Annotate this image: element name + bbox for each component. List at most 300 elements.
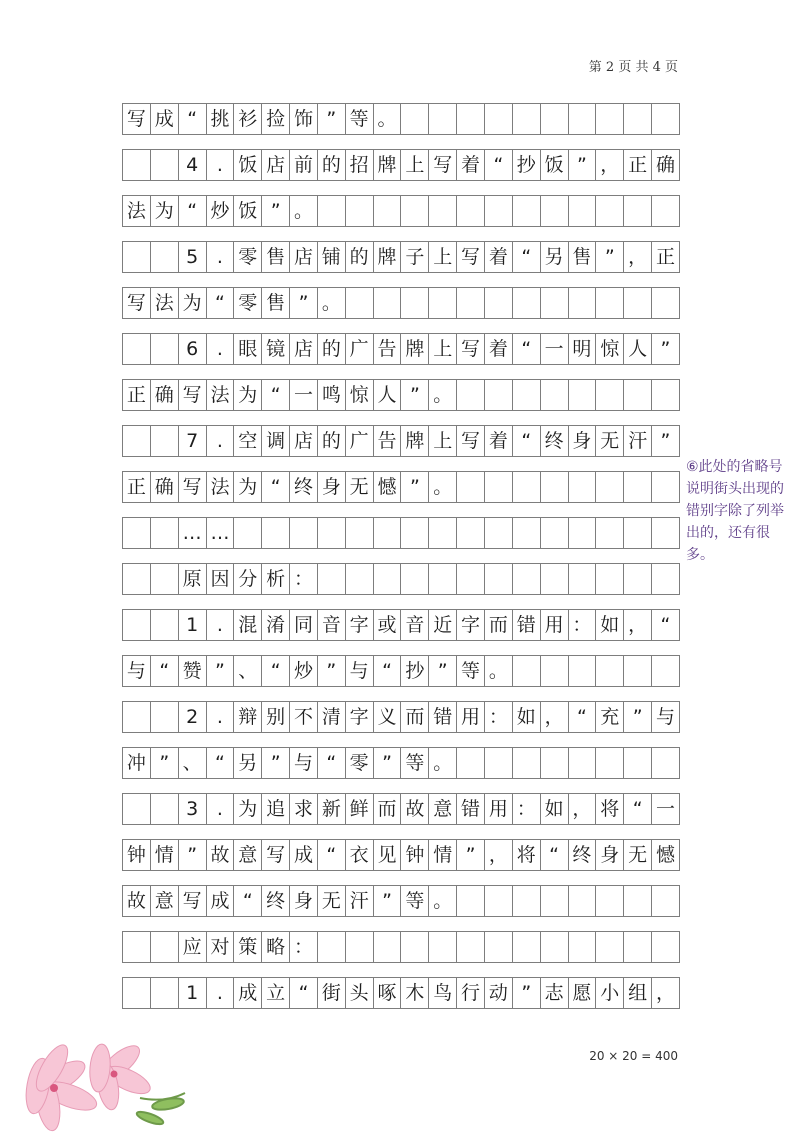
grid-cell: 故	[123, 885, 151, 917]
grid-row	[122, 241, 680, 273]
grid-cell: …	[207, 517, 235, 549]
grid-cell	[485, 517, 513, 549]
grid-cell: “	[179, 103, 207, 135]
grid-cell: 清	[318, 701, 346, 733]
grid-cell	[485, 471, 513, 503]
grid-cell: 牌	[401, 425, 429, 457]
grid-cell: 为	[234, 793, 262, 825]
grid-cell: 钟	[401, 839, 429, 871]
grid-cell: 对	[207, 931, 235, 963]
grid-cell	[429, 195, 457, 227]
grid-cell	[541, 931, 569, 963]
grid-cell	[151, 931, 179, 963]
grid-cell: 售	[569, 241, 597, 273]
grid-cell: “	[374, 655, 402, 687]
grid-cell	[624, 517, 652, 549]
grid-cell	[346, 195, 374, 227]
grid-cell: 人	[374, 379, 402, 411]
grid-cell: 牌	[374, 241, 402, 273]
grid-cell	[151, 793, 179, 825]
grid-cell	[652, 747, 680, 779]
grid-cell: 告	[374, 425, 402, 457]
grid-cell: ：	[290, 563, 318, 595]
grid-cell	[151, 333, 179, 365]
grid-cell: 动	[485, 977, 513, 1009]
grid-cell: 为	[151, 195, 179, 227]
grid-cell: ”	[290, 287, 318, 319]
grid-cell	[401, 931, 429, 963]
grid-cell: ，	[569, 793, 597, 825]
grid-cell: ，	[624, 241, 652, 273]
grid-cell: 应	[179, 931, 207, 963]
grid-cell: 愿	[569, 977, 597, 1009]
grid-cell	[151, 241, 179, 273]
grid-cell	[151, 563, 179, 595]
grid-cell	[541, 471, 569, 503]
grid-cell	[569, 747, 597, 779]
grid-cell: ”	[596, 241, 624, 273]
grid-cell	[569, 287, 597, 319]
grid-cell: 空	[234, 425, 262, 457]
grid-cell: 将	[596, 793, 624, 825]
grid-cell	[596, 563, 624, 595]
grid-cell	[123, 425, 151, 457]
grid-cell	[541, 563, 569, 595]
grid-cell: “	[290, 977, 318, 1009]
grid-cell: ”	[401, 379, 429, 411]
grid-cell: .	[207, 241, 235, 273]
grid-cell	[485, 747, 513, 779]
grid-cell	[652, 517, 680, 549]
grid-cell: 店	[290, 333, 318, 365]
grid-cell	[624, 931, 652, 963]
grid-cell	[346, 517, 374, 549]
grid-cell	[151, 701, 179, 733]
grid-cell	[123, 517, 151, 549]
grid-cell: 略	[262, 931, 290, 963]
grid-cell	[485, 885, 513, 917]
grid-cell: 成	[234, 977, 262, 1009]
grid-cell	[596, 103, 624, 135]
grid-cell	[569, 517, 597, 549]
grid-cell	[429, 563, 457, 595]
grid-cell: 店	[290, 241, 318, 273]
grid-cell: 的	[346, 241, 374, 273]
grid-cell: 鸣	[318, 379, 346, 411]
grid-cell: “	[652, 609, 680, 641]
grid-cell: 同	[290, 609, 318, 641]
grid-cell	[457, 885, 485, 917]
grid-cell: 无	[346, 471, 374, 503]
grid-cell: 炒	[207, 195, 235, 227]
grid-cell: “	[318, 747, 346, 779]
grid-cell: 1	[179, 609, 207, 641]
grid-row	[122, 425, 680, 457]
grid-cell: “	[234, 885, 262, 917]
grid-cell	[624, 103, 652, 135]
grid-cell	[513, 655, 541, 687]
grid-cell: 求	[290, 793, 318, 825]
grid-cell: 法	[123, 195, 151, 227]
grid-cell	[596, 655, 624, 687]
grid-cell: ，	[596, 149, 624, 181]
grid-cell	[596, 747, 624, 779]
grid-cell: .	[207, 977, 235, 1009]
grid-row	[122, 701, 680, 733]
grid-cell	[513, 517, 541, 549]
grid-cell	[624, 195, 652, 227]
grid-cell	[374, 931, 402, 963]
grid-cell	[151, 609, 179, 641]
grid-cell: 淆	[262, 609, 290, 641]
grid-cell: 写	[179, 885, 207, 917]
grid-cell: 店	[290, 425, 318, 457]
grid-cell: 写	[123, 287, 151, 319]
grid-cell: 。	[374, 103, 402, 135]
grid-cell	[457, 287, 485, 319]
grid-cell: 牌	[401, 333, 429, 365]
grid-cell	[513, 747, 541, 779]
grid-cell: 情	[151, 839, 179, 871]
grid-cell: 写	[123, 103, 151, 135]
grid-cell: 写	[179, 379, 207, 411]
grid-cell	[151, 977, 179, 1009]
grid-cell: 身	[318, 471, 346, 503]
grid-cell	[318, 517, 346, 549]
grid-cell	[151, 149, 179, 181]
grid-cell: 。	[290, 195, 318, 227]
grid-cell: 上	[429, 425, 457, 457]
grid-cell	[596, 287, 624, 319]
grid-cell: 饭	[541, 149, 569, 181]
grid-cell	[485, 287, 513, 319]
grid-cell: 等	[401, 885, 429, 917]
grid-row	[122, 471, 680, 503]
grid-cell: 等	[457, 655, 485, 687]
grid-cell	[541, 103, 569, 135]
grid-cell	[374, 287, 402, 319]
grid-cell: 如	[513, 701, 541, 733]
grid-cell: 鲜	[346, 793, 374, 825]
grid-cell	[457, 563, 485, 595]
grid-cell	[652, 379, 680, 411]
grid-cell	[318, 195, 346, 227]
grid-cell	[569, 931, 597, 963]
grid-cell	[262, 517, 290, 549]
grid-cell: 的	[318, 425, 346, 457]
grid-cell: 错	[513, 609, 541, 641]
grid-row	[122, 655, 680, 687]
grid-cell	[401, 563, 429, 595]
grid-row	[122, 287, 680, 319]
grid-row	[122, 379, 680, 411]
grid-cell: 充	[596, 701, 624, 733]
grid-cell	[123, 241, 151, 273]
grid-cell	[485, 195, 513, 227]
grid-cell: 错	[429, 701, 457, 733]
grid-cell: 一	[290, 379, 318, 411]
grid-cell: 无	[624, 839, 652, 871]
grid-cell: 惊	[346, 379, 374, 411]
grid-cell: 字	[346, 701, 374, 733]
grid-cell: 着	[485, 333, 513, 365]
grid-cell	[346, 287, 374, 319]
grid-cell	[457, 517, 485, 549]
grid-cell: 而	[374, 793, 402, 825]
grid-cell	[541, 655, 569, 687]
grid-row	[122, 977, 680, 1009]
grid-cell: 志	[541, 977, 569, 1009]
grid-cell	[318, 563, 346, 595]
grid-cell: ”	[569, 149, 597, 181]
grid-cell	[624, 885, 652, 917]
grid-row	[122, 747, 680, 779]
grid-cell: 等	[346, 103, 374, 135]
grid-cell: 行	[457, 977, 485, 1009]
grid-cell: ”	[179, 839, 207, 871]
grid-cell: 成	[207, 885, 235, 917]
grid-cell	[457, 747, 485, 779]
grid-cell	[513, 471, 541, 503]
grid-cell	[457, 103, 485, 135]
grid-cell	[596, 517, 624, 549]
grid-cell: 2	[179, 701, 207, 733]
grid-cell: “	[541, 839, 569, 871]
grid-cell: ：	[485, 701, 513, 733]
grid-cell: ”	[374, 747, 402, 779]
grid-cell: 或	[374, 609, 402, 641]
grid-cell: 法	[207, 471, 235, 503]
grid-cell: 铺	[318, 241, 346, 273]
grid-cell: 调	[262, 425, 290, 457]
grid-cell: ”	[401, 471, 429, 503]
grid-cell	[513, 885, 541, 917]
grid-cell: 衫	[234, 103, 262, 135]
grid-cell	[429, 287, 457, 319]
grid-cell: 正	[624, 149, 652, 181]
grid-cell: 如	[541, 793, 569, 825]
grid-cell: 写	[457, 333, 485, 365]
grid-cell: “	[262, 655, 290, 687]
grid-cell: “	[207, 287, 235, 319]
grid-cell: 无	[318, 885, 346, 917]
grid-count-label: 20 × 20 = 400	[589, 1049, 678, 1063]
grid-cell	[485, 931, 513, 963]
grid-cell: 音	[401, 609, 429, 641]
grid-cell: 身	[596, 839, 624, 871]
grid-cell	[485, 563, 513, 595]
grid-cell: 写	[262, 839, 290, 871]
grid-cell	[569, 885, 597, 917]
grid-cell	[652, 471, 680, 503]
grid-cell: ”	[151, 747, 179, 779]
grid-cell: 5	[179, 241, 207, 273]
grid-cell: 售	[262, 241, 290, 273]
grid-cell	[123, 149, 151, 181]
grid-cell	[513, 931, 541, 963]
grid-cell: 如	[596, 609, 624, 641]
grid-cell	[596, 931, 624, 963]
grid-cell: 因	[207, 563, 235, 595]
grid-cell	[541, 379, 569, 411]
grid-cell: ”	[429, 655, 457, 687]
grid-cell	[652, 287, 680, 319]
grid-cell: ”	[318, 655, 346, 687]
grid-cell: 写	[429, 149, 457, 181]
grid-cell: 抄	[513, 149, 541, 181]
grid-cell: 汗	[624, 425, 652, 457]
grid-cell	[123, 333, 151, 365]
grid-cell: 写	[457, 425, 485, 457]
grid-cell: 售	[262, 287, 290, 319]
grid-cell: ”	[652, 333, 680, 365]
grid-cell: 终	[541, 425, 569, 457]
grid-cell: 一	[652, 793, 680, 825]
grid-cell: 确	[151, 471, 179, 503]
grid-cell: ，	[652, 977, 680, 1009]
grid-row	[122, 839, 680, 871]
grid-cell	[457, 471, 485, 503]
grid-cell: 别	[262, 701, 290, 733]
grid-cell: 字	[457, 609, 485, 641]
grid-cell: 啄	[374, 977, 402, 1009]
grid-cell: 混	[234, 609, 262, 641]
grid-cell: 零	[234, 241, 262, 273]
grid-cell	[596, 471, 624, 503]
grid-cell	[401, 195, 429, 227]
grid-cell: 辩	[234, 701, 262, 733]
grid-cell	[346, 931, 374, 963]
grid-cell: 眼	[234, 333, 262, 365]
grid-cell: 为	[179, 287, 207, 319]
grid-row	[122, 149, 680, 181]
grid-cell: 捡	[262, 103, 290, 135]
grid-cell	[457, 379, 485, 411]
grid-cell: “	[207, 747, 235, 779]
grid-cell: 惊	[596, 333, 624, 365]
grid-cell: 饭	[234, 149, 262, 181]
grid-cell	[485, 103, 513, 135]
grid-cell	[123, 563, 151, 595]
grid-cell: ”	[652, 425, 680, 457]
grid-cell: 抄	[401, 655, 429, 687]
grid-cell: 明	[569, 333, 597, 365]
grid-cell: ”	[207, 655, 235, 687]
grid-cell	[541, 885, 569, 917]
grid-cell: 与	[290, 747, 318, 779]
grid-cell: 与	[652, 701, 680, 733]
grid-cell	[569, 655, 597, 687]
grid-cell: 1	[179, 977, 207, 1009]
grid-cell: 上	[429, 241, 457, 273]
grid-cell	[596, 885, 624, 917]
grid-cell	[624, 563, 652, 595]
grid-cell: 写	[179, 471, 207, 503]
grid-cell	[151, 517, 179, 549]
grid-cell: 着	[485, 241, 513, 273]
grid-cell: 字	[346, 609, 374, 641]
grid-cell: 法	[207, 379, 235, 411]
page-header: 第 2 页 共 4 页	[588, 60, 678, 75]
grid-cell: 追	[262, 793, 290, 825]
grid-cell: “	[624, 793, 652, 825]
grid-cell: 憾	[652, 839, 680, 871]
grid-cell	[652, 195, 680, 227]
grid-cell	[652, 563, 680, 595]
grid-cell: 将	[513, 839, 541, 871]
grid-cell: 策	[234, 931, 262, 963]
grid-cell: 意	[151, 885, 179, 917]
grid-cell: 的	[318, 149, 346, 181]
grid-cell: 挑	[207, 103, 235, 135]
grid-cell	[513, 287, 541, 319]
grid-cell: .	[207, 701, 235, 733]
grid-cell	[652, 103, 680, 135]
grid-cell: “	[569, 701, 597, 733]
grid-cell: “	[513, 333, 541, 365]
grid-cell: 意	[429, 793, 457, 825]
grid-cell	[624, 287, 652, 319]
grid-cell: 组	[624, 977, 652, 1009]
grid-cell: “	[179, 195, 207, 227]
grid-cell: 近	[429, 609, 457, 641]
grid-cell: 招	[346, 149, 374, 181]
grid-cell: 前	[290, 149, 318, 181]
grid-cell: 与	[123, 655, 151, 687]
grid-cell: 为	[234, 471, 262, 503]
grid-cell: 立	[262, 977, 290, 1009]
grid-row	[122, 793, 680, 825]
grid-cell: 用	[541, 609, 569, 641]
grid-row	[122, 609, 680, 641]
grid-cell: ，	[541, 701, 569, 733]
grid-cell: 上	[429, 333, 457, 365]
grid-cell: 冲	[123, 747, 151, 779]
grid-cell: 小	[596, 977, 624, 1009]
grid-cell: 鸟	[429, 977, 457, 1009]
grid-cell: 广	[346, 425, 374, 457]
grid-cell	[596, 379, 624, 411]
grid-cell: 不	[290, 701, 318, 733]
grid-cell	[569, 195, 597, 227]
grid-cell	[123, 701, 151, 733]
grid-cell: 零	[234, 287, 262, 319]
grid-cell: .	[207, 793, 235, 825]
grid-cell: 新	[318, 793, 346, 825]
grid-cell: 另	[234, 747, 262, 779]
grid-cell: ”	[513, 977, 541, 1009]
grid-cell	[401, 103, 429, 135]
grid-cell: 一	[541, 333, 569, 365]
grid-cell: ，	[624, 609, 652, 641]
grid-cell: 。	[429, 747, 457, 779]
grid-cell: 与	[346, 655, 374, 687]
grid-cell: 衣	[346, 839, 374, 871]
grid-cell: 另	[541, 241, 569, 273]
grid-cell: 饰	[290, 103, 318, 135]
grid-cell	[234, 517, 262, 549]
grid-cell: 子	[401, 241, 429, 273]
grid-row	[122, 931, 680, 963]
margin-annotation: ⑥此处的省略号说明街头出现的错别字除了列举出的，还有很多。	[686, 459, 784, 563]
grid-cell: 着	[457, 149, 485, 181]
grid-cell: 憾	[374, 471, 402, 503]
grid-cell: 赞	[179, 655, 207, 687]
grid-cell: 意	[234, 839, 262, 871]
grid-cell: “	[262, 379, 290, 411]
grid-cell: 终	[569, 839, 597, 871]
grid-cell: 镜	[262, 333, 290, 365]
